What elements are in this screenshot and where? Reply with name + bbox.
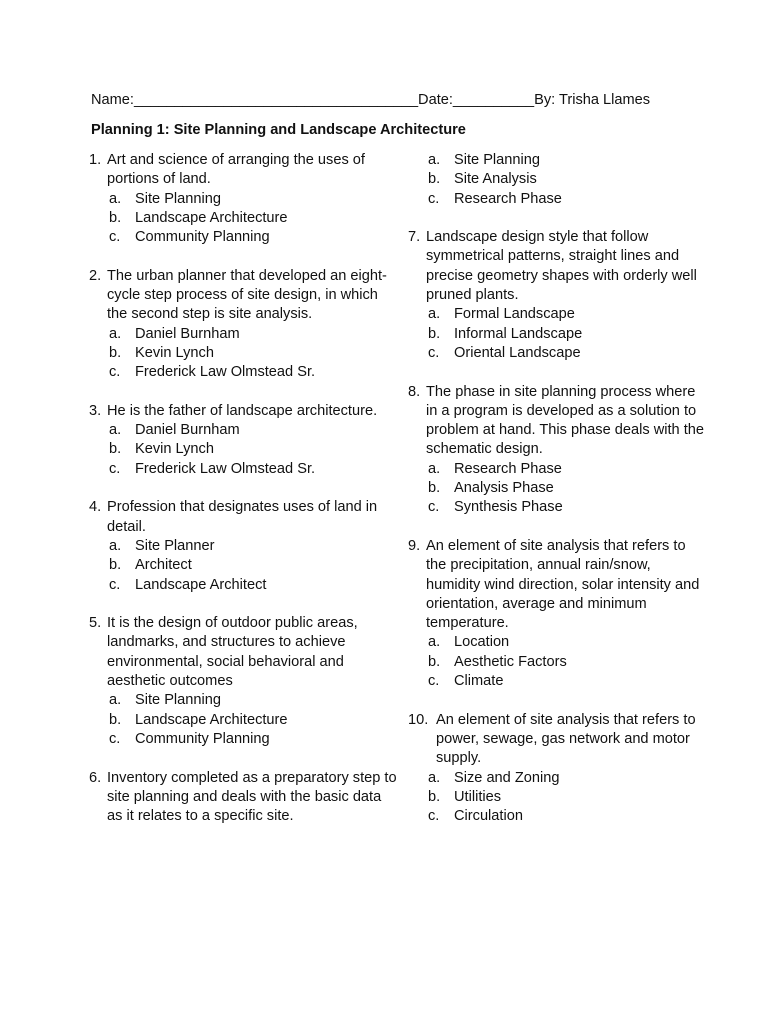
answer-option-5-2 (89, 711, 399, 730)
question-stem (89, 267, 399, 325)
option-letter: a. (109, 692, 122, 709)
option-text: Oriental Landscape (454, 344, 581, 361)
option-letter: a. (109, 190, 122, 207)
option-text: Informal Landscape (454, 325, 583, 342)
option-text: Site Planning (135, 190, 222, 207)
answer-option-5-3 (89, 730, 399, 749)
option-text: Community Planning (135, 229, 270, 246)
answer-option-7-3 (408, 344, 708, 363)
question-6 (89, 769, 399, 827)
question-stem (408, 383, 708, 460)
question-number: 5. (89, 615, 102, 632)
option-text: Kevin Lynch (135, 344, 214, 361)
answer-option-2-2 (89, 344, 399, 363)
page-title: Planning 1: Site Planning and Landscape Architecture (91, 122, 466, 138)
option-text: Aesthetic Factors (454, 653, 567, 670)
answer-option-10-2 (408, 788, 708, 807)
option-text: Architect (135, 557, 192, 574)
question-number: 8. (408, 383, 421, 400)
option-letter: b. (428, 788, 441, 805)
option-text: Frederick Law Olmstead Sr. (135, 460, 316, 477)
answer-option-1-2 (89, 209, 399, 228)
question-stem (89, 614, 399, 691)
option-letter: b. (109, 441, 122, 458)
question-number: 6. (89, 769, 102, 786)
question-number: 10. (408, 711, 429, 728)
option-text: Landscape Architect (135, 576, 267, 593)
option-text: Site Planning (135, 692, 222, 709)
answer-option-9-2 (408, 653, 708, 672)
option-text: Research Phase (454, 460, 562, 477)
option-text: Location (454, 634, 510, 651)
option-letter: b. (109, 344, 122, 361)
question-text: The phase in site planning process where in a program is developed as a solution to problem at hand. This phase deals with the schematic design. (426, 383, 704, 458)
answer-option-8-3 (408, 498, 708, 517)
question-8 (408, 383, 708, 518)
option-text: Site Planner (135, 537, 215, 554)
option-text: Landscape Architecture (135, 711, 288, 728)
answer-option-6-3 (408, 190, 708, 209)
question-5 (89, 614, 399, 749)
option-text: Site Analysis (454, 171, 537, 188)
option-letter: b. (428, 653, 441, 670)
question-6-options (408, 151, 708, 209)
answer-option-2-3 (89, 363, 399, 382)
question-text: Inventory completed as a preparatory step to site planning and deals with the basic data as it relates to a specific site. (107, 769, 397, 825)
answer-option-3-3 (89, 460, 399, 479)
option-letter: c. (428, 673, 440, 690)
option-letter: c. (428, 808, 440, 825)
answer-option-3-1 (89, 421, 399, 440)
question-number: 1. (89, 152, 102, 168)
answer-option-9-3 (408, 672, 708, 691)
question-text: Art and science of arranging the uses of portions of land. (107, 152, 365, 188)
question-7 (408, 228, 708, 363)
option-text: Climate (454, 673, 504, 690)
option-text: Utilities (454, 788, 502, 805)
option-letter: a. (428, 634, 441, 651)
option-letter: b. (428, 480, 441, 497)
question-text: It is the design of outdoor public areas, landmarks, and structures to achieve environmental, social behavioral and aesthetic outcomes (107, 615, 358, 690)
answer-option-10-3 (408, 807, 708, 826)
left-column (89, 151, 399, 846)
answer-option-4-2 (89, 556, 399, 575)
option-letter: a. (428, 460, 441, 477)
question-4 (89, 498, 399, 594)
option-letter: c. (109, 364, 121, 381)
answer-option-4-3 (89, 576, 399, 595)
answer-option-7-2 (408, 325, 708, 344)
answer-option-9-1 (408, 633, 708, 652)
answer-option-8-1 (408, 460, 708, 479)
question-stem (89, 498, 399, 537)
question-1 (89, 151, 399, 247)
question-stem (408, 537, 708, 633)
answer-option-1-1 (89, 190, 399, 209)
option-text: Landscape Architecture (135, 209, 288, 226)
option-text: Kevin Lynch (135, 441, 214, 458)
question-9 (408, 537, 708, 691)
option-text: Community Planning (135, 730, 270, 747)
option-letter: b. (109, 209, 122, 226)
option-letter: b. (428, 171, 441, 188)
option-letter: c. (109, 576, 121, 593)
question-3 (89, 402, 399, 479)
question-text: Landscape design style that follow symmetrical patterns, straight lines and precise geometry shapes with orderly well pruned plants. (426, 229, 697, 304)
option-letter: a. (428, 306, 441, 323)
option-letter: c. (428, 344, 440, 361)
question-text: An element of site analysis that refers to power, sewage, gas network and motor supply. (436, 711, 696, 767)
question-stem (89, 402, 399, 421)
answer-option-7-1 (408, 305, 708, 324)
option-letter: c. (428, 499, 440, 516)
question-stem (408, 711, 708, 769)
answer-option-2-1 (89, 325, 399, 344)
answer-option-10-1 (408, 769, 708, 788)
name-date-author-line: Name:___________________________________Date:__________By: Trisha Llames (91, 92, 651, 108)
question-number: 9. (408, 537, 421, 554)
question-number: 2. (89, 267, 102, 284)
option-text: Daniel Burnham (135, 422, 240, 439)
answer-option-5-1 (89, 691, 399, 710)
option-text: Site Planning (454, 152, 541, 168)
question-text: The urban planner that developed an eight-cycle step process of site design, in which the second step is site analysis. (107, 267, 387, 323)
question-stem (89, 151, 399, 190)
question-text: He is the father of landscape architecture. (107, 402, 378, 419)
option-text: Research Phase (454, 190, 562, 207)
question-10 (408, 711, 708, 827)
question-number: 3. (89, 402, 102, 419)
option-text: Frederick Law Olmstead Sr. (135, 364, 316, 381)
question-stem (89, 769, 399, 827)
option-letter: b. (428, 325, 441, 342)
option-letter: a. (428, 769, 441, 786)
option-text: Analysis Phase (454, 480, 554, 497)
option-text: Size and Zoning (454, 769, 560, 786)
option-letter: a. (428, 152, 441, 168)
question-text: Profession that designates uses of land in detail. (107, 499, 378, 535)
question-text: An element of site analysis that refers to the precipitation, annual rain/snow, humidity wind direction, solar intensity and orientation, average and minimum temperature. (426, 537, 700, 632)
answer-option-8-2 (408, 479, 708, 498)
option-letter: b. (109, 557, 122, 574)
option-letter: c. (109, 460, 121, 477)
option-letter: c. (109, 229, 121, 246)
question-stem (408, 228, 708, 305)
option-text: Formal Landscape (454, 306, 575, 323)
answer-option-3-2 (89, 440, 399, 459)
right-column (408, 151, 708, 846)
answer-option-6-1 (408, 151, 708, 170)
question-number: 7. (408, 229, 421, 246)
question-2 (89, 267, 399, 383)
option-letter: a. (109, 537, 122, 554)
answer-option-4-1 (89, 537, 399, 556)
question-number: 4. (89, 499, 102, 516)
option-letter: c. (109, 730, 121, 747)
option-letter: a. (109, 422, 122, 439)
option-text: Circulation (454, 808, 523, 825)
option-text: Daniel Burnham (135, 325, 240, 342)
answer-option-6-2 (408, 170, 708, 189)
option-letter: a. (109, 325, 122, 342)
option-text: Synthesis Phase (454, 499, 563, 516)
option-letter: c. (428, 190, 440, 207)
option-letter: b. (109, 711, 122, 728)
answer-option-1-3 (89, 228, 399, 247)
